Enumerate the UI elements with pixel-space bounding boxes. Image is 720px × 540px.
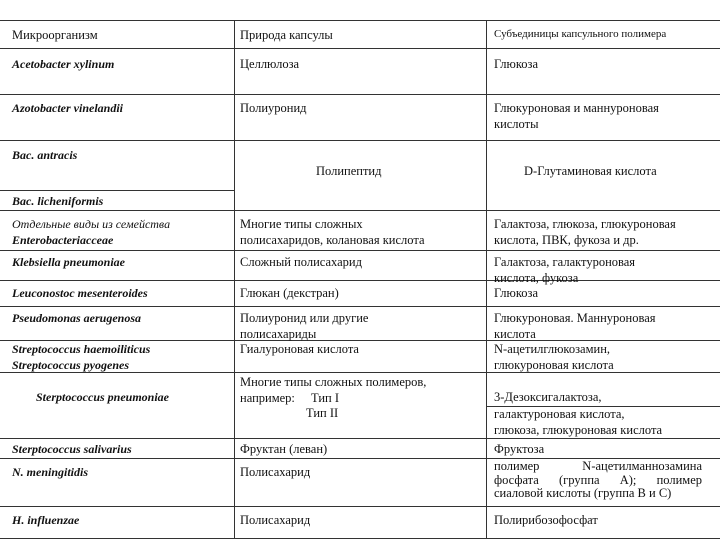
capsule-type-1: Тип I bbox=[311, 391, 339, 405]
row-rule bbox=[0, 538, 720, 539]
organism-bac-antracis: Bac. antracis bbox=[12, 148, 78, 162]
capsule-polypeptide: Полипептид bbox=[316, 164, 382, 178]
column-rule bbox=[234, 20, 235, 538]
capsule-polysaccharide-2: Полисахарид bbox=[240, 513, 311, 527]
capsule-complex-polysaccharide: Сложный полисахарид bbox=[240, 255, 362, 269]
organism-streptococcus-salivarius: Sterptococcus salivarius bbox=[12, 442, 132, 456]
row-rule bbox=[0, 20, 720, 21]
subunit-n-acetylmannosamine-line3: сиаловой кислоты (группа В и С) bbox=[494, 486, 672, 500]
organism-pseudomonas: Pseudomonas aerugenosa bbox=[12, 311, 142, 325]
capsule-hyaluronic: Гиалуроновая кислота bbox=[240, 342, 359, 356]
row-rule bbox=[0, 306, 720, 307]
capsule-polysaccharide: Полисахарид bbox=[240, 465, 311, 479]
row-rule bbox=[0, 438, 720, 439]
header-capsule-nature: Природа капсулы bbox=[240, 28, 333, 42]
column-rule bbox=[486, 20, 487, 538]
row-rule bbox=[0, 506, 720, 507]
subunit-n-acetylglucosamine: N-ацетилглюкозамин, глюкуроновая кислота bbox=[494, 342, 614, 372]
organism-azotobacter: Azotobacter vinelandii bbox=[12, 101, 123, 115]
header-subunits: Субъединицы капсульного полимера bbox=[494, 28, 667, 40]
capsule-glucan: Глюкан (декстран) bbox=[240, 286, 339, 300]
organism-klebsiella: Klebsiella pneumoniae bbox=[12, 255, 126, 269]
subunit-fructose: Фруктоза bbox=[494, 442, 545, 456]
row-rule bbox=[0, 210, 720, 211]
capsule-complex-polymers: Многие типы сложных полимеров, например: bbox=[240, 375, 427, 405]
row-rule bbox=[0, 48, 720, 49]
capsule-cellulose: Целлюлоза bbox=[240, 57, 300, 71]
organism-leuconostoc: Leuconostoc mesenteroides bbox=[12, 286, 148, 300]
capsule-fructan: Фруктан (леван) bbox=[240, 442, 328, 456]
row-rule bbox=[0, 94, 720, 95]
organism-enterobacteriaceae: Enterobacteriacceae bbox=[12, 233, 114, 247]
capsule-polyuronide-other: Полиуронид или другие полисахариды bbox=[240, 311, 369, 341]
subunit-galactose-mix: Галактоза, глюкоза, глюкуроновая кислота, ПВК, фукоза и др. bbox=[494, 217, 676, 247]
organism-acetobacter: Acetobacter xylinum bbox=[12, 57, 115, 71]
row-rule bbox=[0, 140, 720, 141]
organism-enterobacteriaceae-family: Отдельные виды из семейства bbox=[12, 217, 171, 231]
subunit-deoxygalactose: 3-Дезоксигалактоза, bbox=[494, 390, 602, 404]
subunit-galactose-galacturonic: Галактоза, галактуроновая кислота, фукоза bbox=[494, 255, 636, 285]
capsule-type-2: Тип II bbox=[306, 406, 339, 420]
organism-n-meningitidis: N. meningitidis bbox=[12, 465, 89, 479]
subunit-n-acetylmannosamine-line1: полимер N-ацетилманнозамина bbox=[494, 459, 702, 473]
capsule-polyuronide: Полиуронид bbox=[240, 101, 307, 115]
subunit-polyribosephosphate: Полирибозофосфат bbox=[494, 513, 598, 527]
subunit-glucose: Глюкоза bbox=[494, 57, 539, 71]
subunit-glucose-2: Глюкоза bbox=[494, 286, 539, 300]
capsule-complex-polysaccharides: Многие типы сложных полисахаридов, колановая кислота bbox=[240, 217, 425, 247]
subunit-d-glutamic: D-Глутаминовая кислота bbox=[524, 164, 657, 178]
row-rule bbox=[0, 250, 720, 251]
organism-bac-licheniformis: Bac. licheniformis bbox=[12, 194, 104, 208]
organism-streptococcus-haemoliticus: Streptococcus haemoiliticus Streptococcus pyogenes bbox=[12, 342, 151, 372]
header-microorganism: Микроорганизм bbox=[12, 28, 98, 42]
subunit-glucuronic-mannuronic: Глюкуроновая и маннуроновая кислоты bbox=[494, 101, 659, 131]
organism-h-influenzae: H. influenzae bbox=[12, 513, 80, 527]
subunit-glucuronic-mannuronic-2: Глюкуроновая. Маннуроновая кислота bbox=[494, 311, 656, 341]
row-rule bbox=[0, 190, 234, 191]
subunit-n-acetylmannosamine-line2: фосфата (группа А); полимер bbox=[494, 473, 702, 487]
subunit-galacturonic-mix: галактуроновая кислота, глюкоза, глюкуроновая кислота bbox=[494, 407, 663, 437]
organism-streptococcus-pneumoniae: Sterptococcus pneumoniae bbox=[36, 390, 170, 404]
